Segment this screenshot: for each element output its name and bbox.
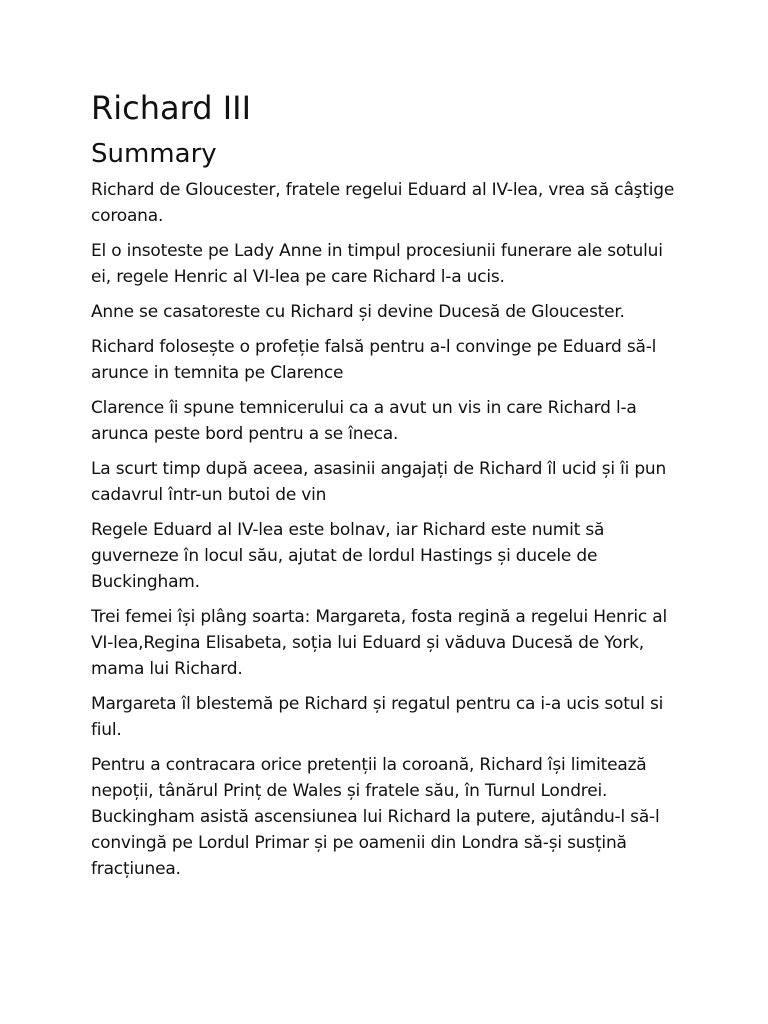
paragraph: Clarence îi spune temnicerului ca a avut un vis in care Richard l-a arunca peste bord pentru a se îneca. xyxy=(91,398,637,444)
paragraph: Richard folosește o profeție falsă pentru a-l convinge pe Eduard să-l arunce in temnita pe Clarence xyxy=(91,337,657,383)
paragraph: Regele Eduard al IV-lea este bolnav, iar Richard este numit să guverneze în locul său, ajutat de lordul Hastings și ducele de Buckingham. xyxy=(91,520,605,592)
paragraph: El o insoteste pe Lady Anne in timpul procesiunii funerare ale sotului ei, regele Henric al VI-lea pe care Richard l-a ucis. xyxy=(91,241,663,287)
document-page xyxy=(91,86,681,891)
paragraph: Margareta îl blestemă pe Richard și regatul pentru ca i-a ucis sotul si fiul. xyxy=(91,694,664,740)
section-heading-summary: Summary xyxy=(91,139,217,169)
document-title: Richard III xyxy=(91,89,251,127)
paragraph: La scurt timp după aceea, asasinii angajați de Richard îl ucid și îi pun cadavrul într-un butoi de vin xyxy=(91,459,667,505)
paragraph: Trei femei își plâng soarta: Margareta, fosta regină a regelui Henric al VI-lea,Regina Elisabeta, soția lui Eduard și văduva Ducesă de York, mama lui Richard. xyxy=(91,607,668,679)
paragraph: Buckingham asistă ascensiunea lui Richard la putere, ajutându-l să-l convingă pe Lordul Primar și pe oamenii din Londra să-și susțină fracțiunea. xyxy=(91,807,660,879)
paragraph: Richard de Gloucester, fratele regelui Eduard al IV-lea, vrea să câştige coroana. xyxy=(91,180,675,226)
paragraph: Pentru a contracara orice pretenții la coroană, Richard își limitează nepoții, tânărul Prinț de Wales și fratele său, în Turnul Londrei. xyxy=(91,755,647,801)
paragraph: Anne se casatoreste cu Richard și devine Ducesă de Gloucester. xyxy=(91,302,625,322)
